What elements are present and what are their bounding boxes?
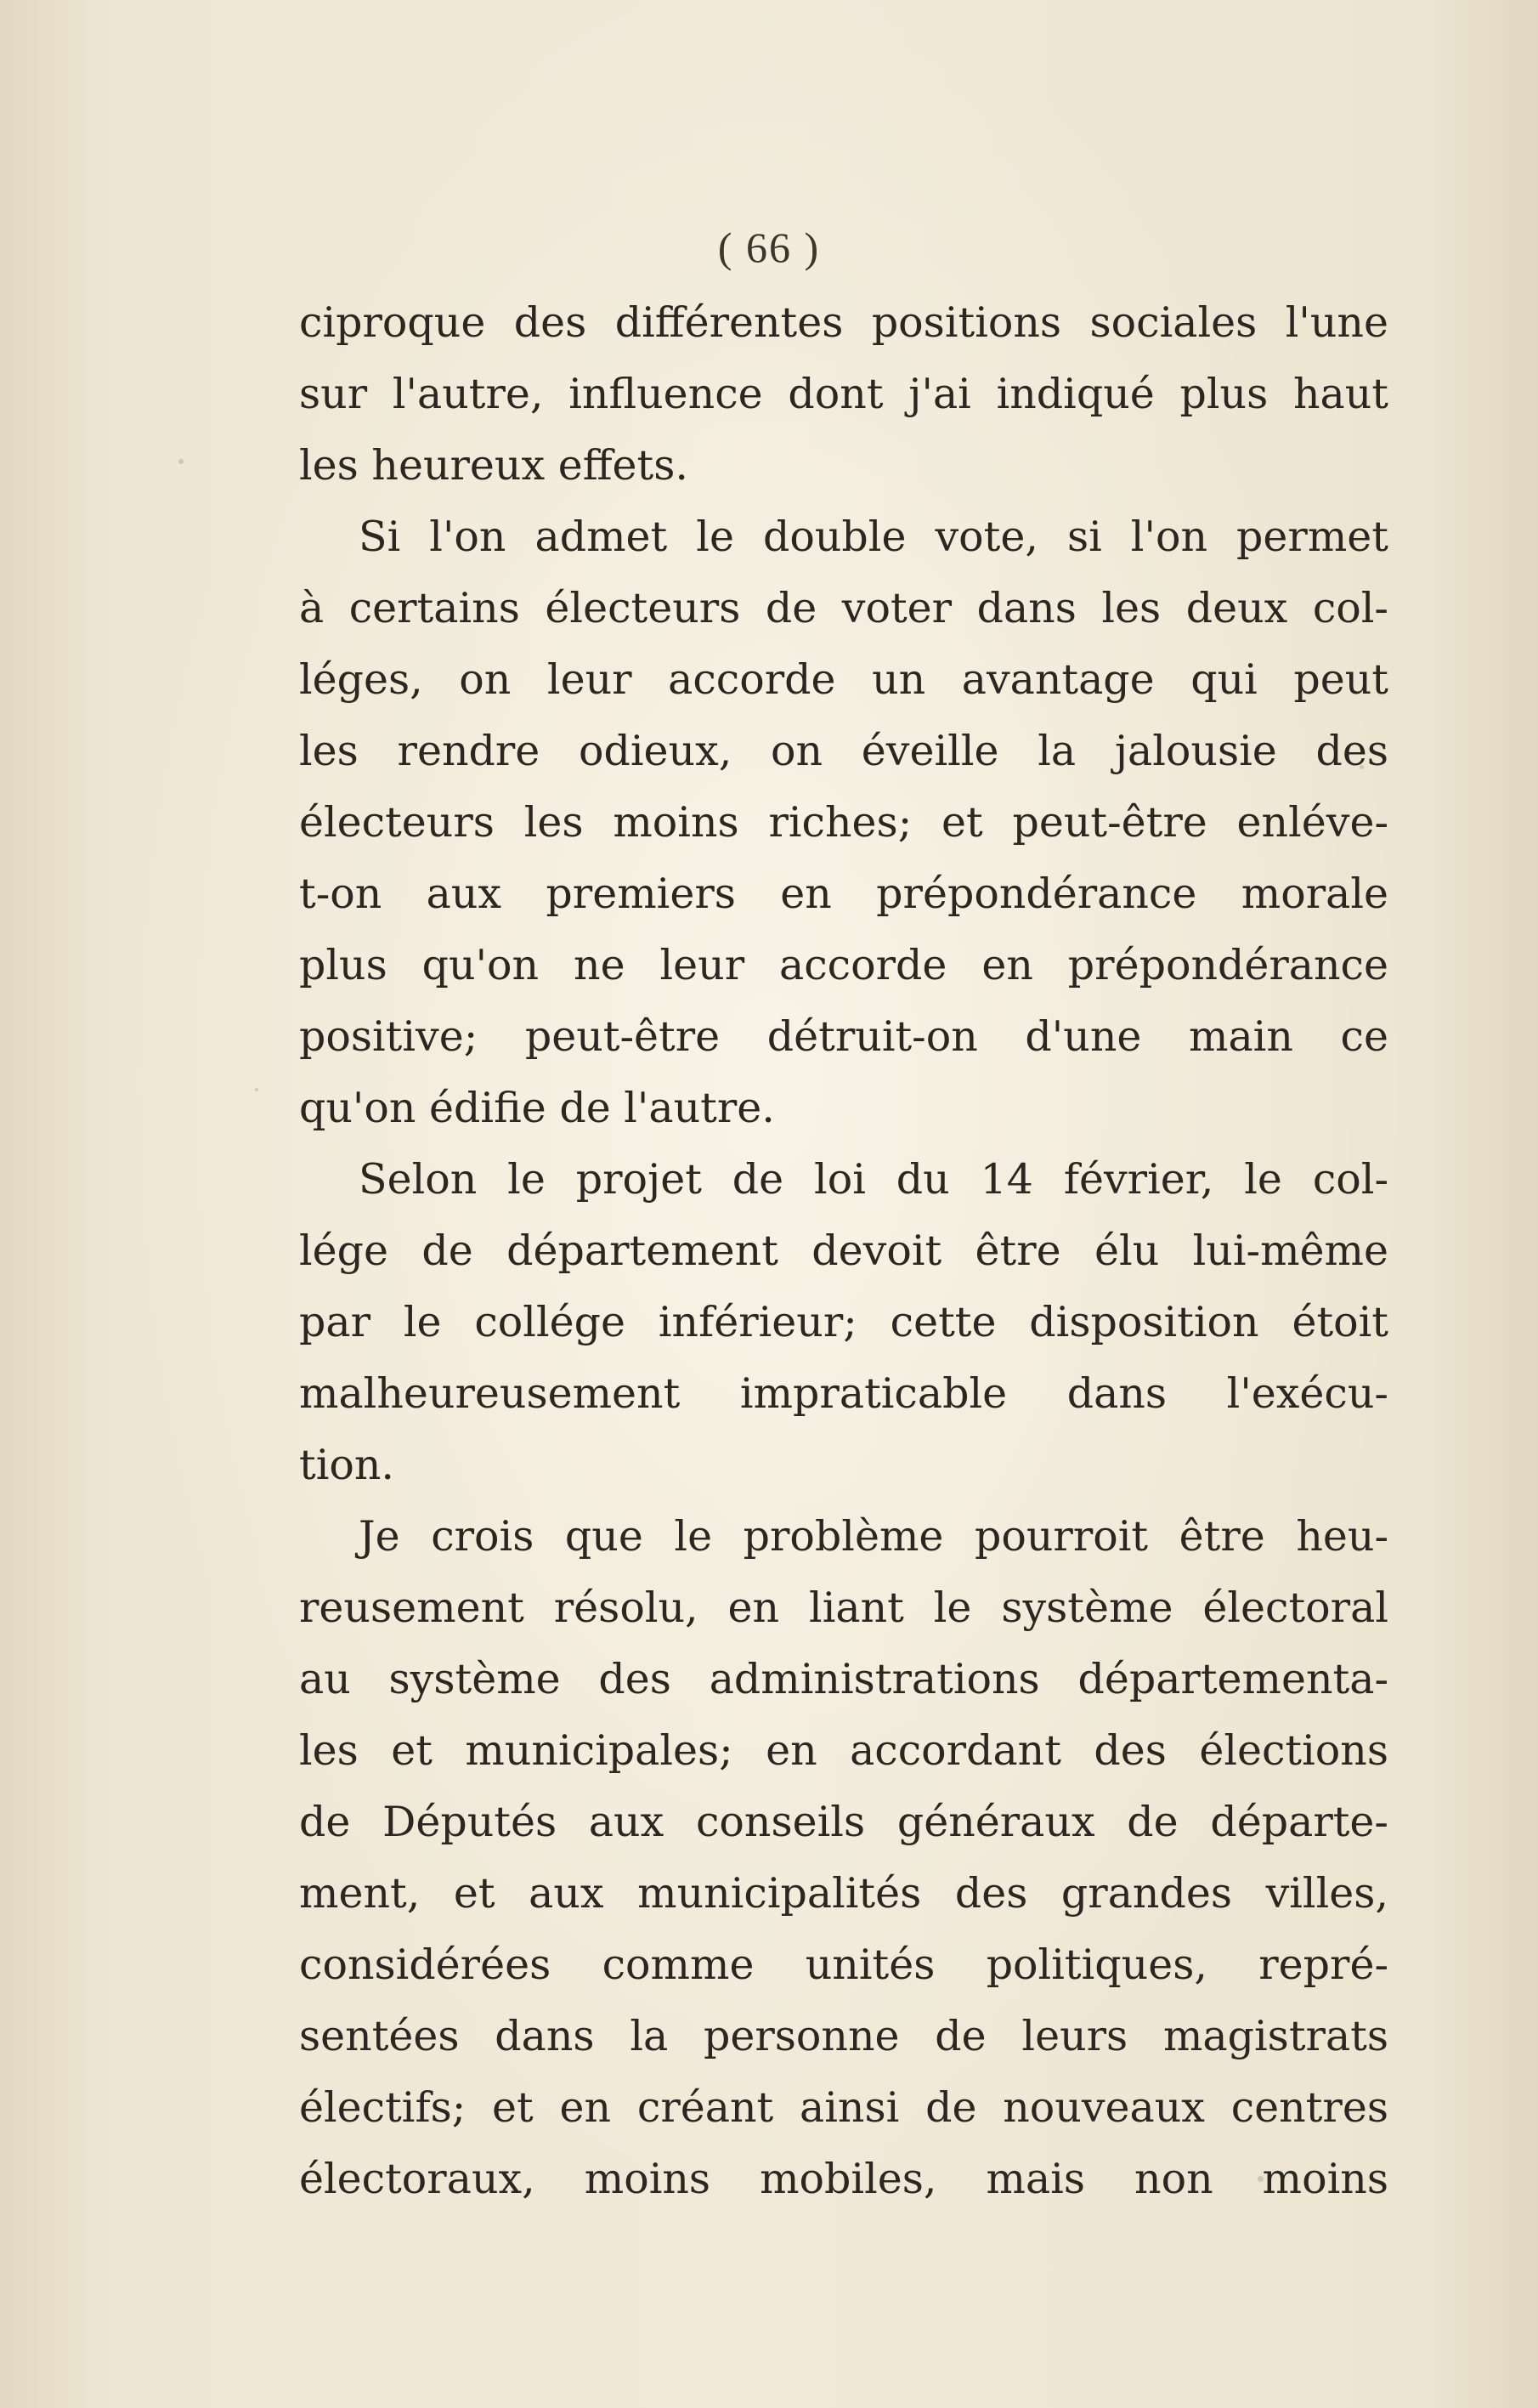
text-line: au système des administrations départementa- bbox=[299, 1655, 1388, 1703]
text-line: de Députés aux conseils généraux de départe- bbox=[299, 1798, 1388, 1846]
paper-speck bbox=[178, 459, 184, 464]
text-line: les heureux effets. bbox=[299, 441, 688, 490]
text-line: reusement résolu, en liant le système électoral bbox=[299, 1584, 1388, 1632]
text-line: les et municipales; en accordant des élections bbox=[299, 1726, 1388, 1775]
text-line: t-on aux premiers en prépondérance morale bbox=[299, 870, 1388, 918]
text-line: électoraux, moins mobiles, mais non moins bbox=[299, 2155, 1388, 2203]
body-text bbox=[299, 287, 1388, 2215]
text-line: positive; peut-être détruit-on d'une main ce bbox=[299, 1012, 1388, 1061]
text-line: électeurs les moins riches; et peut-être enléve- bbox=[299, 798, 1388, 847]
text-line: sentées dans la personne de leurs magistrats bbox=[299, 2012, 1388, 2060]
text-line: Selon le projet de loi du 14 février, le col- bbox=[359, 1155, 1388, 1204]
text-line: lége de département devoit être élu lui-même bbox=[299, 1227, 1388, 1275]
text-line: qu'on édifie de l'autre. bbox=[299, 1084, 775, 1132]
text-line: tion. bbox=[299, 1441, 394, 1489]
text-line: par le collége inférieur; cette disposition étoit bbox=[299, 1298, 1388, 1346]
text-line: à certains électeurs de voter dans les deux col- bbox=[299, 584, 1388, 632]
text-line: malheureusement impraticable dans l'exécu- bbox=[299, 1369, 1388, 1418]
paper-speck bbox=[255, 1088, 258, 1091]
text-line: ment, et aux municipalités des grandes villes, bbox=[299, 1869, 1388, 1918]
text-line: Je crois que le problème pourroit être heu- bbox=[359, 1512, 1388, 1561]
text-line: Si l'on admet le double vote, si l'on permet bbox=[359, 513, 1388, 561]
text-line: plus qu'on ne leur accorde en prépondérance bbox=[299, 941, 1388, 989]
text-line: léges, on leur accorde un avantage qui peut bbox=[299, 655, 1388, 704]
text-line: sur l'autre, influence dont j'ai indiqué plus haut bbox=[299, 370, 1388, 418]
text-line: électifs; et en créant ainsi de nouveaux centres bbox=[299, 2083, 1388, 2132]
text-line: les rendre odieux, on éveille la jalousie des bbox=[299, 727, 1388, 775]
text-line: considérées comme unités politiques, repré- bbox=[299, 1941, 1388, 1989]
text-line: ciproque des différentes positions sociales l'une bbox=[299, 298, 1388, 347]
page-number: ( 66 ) bbox=[717, 224, 821, 271]
